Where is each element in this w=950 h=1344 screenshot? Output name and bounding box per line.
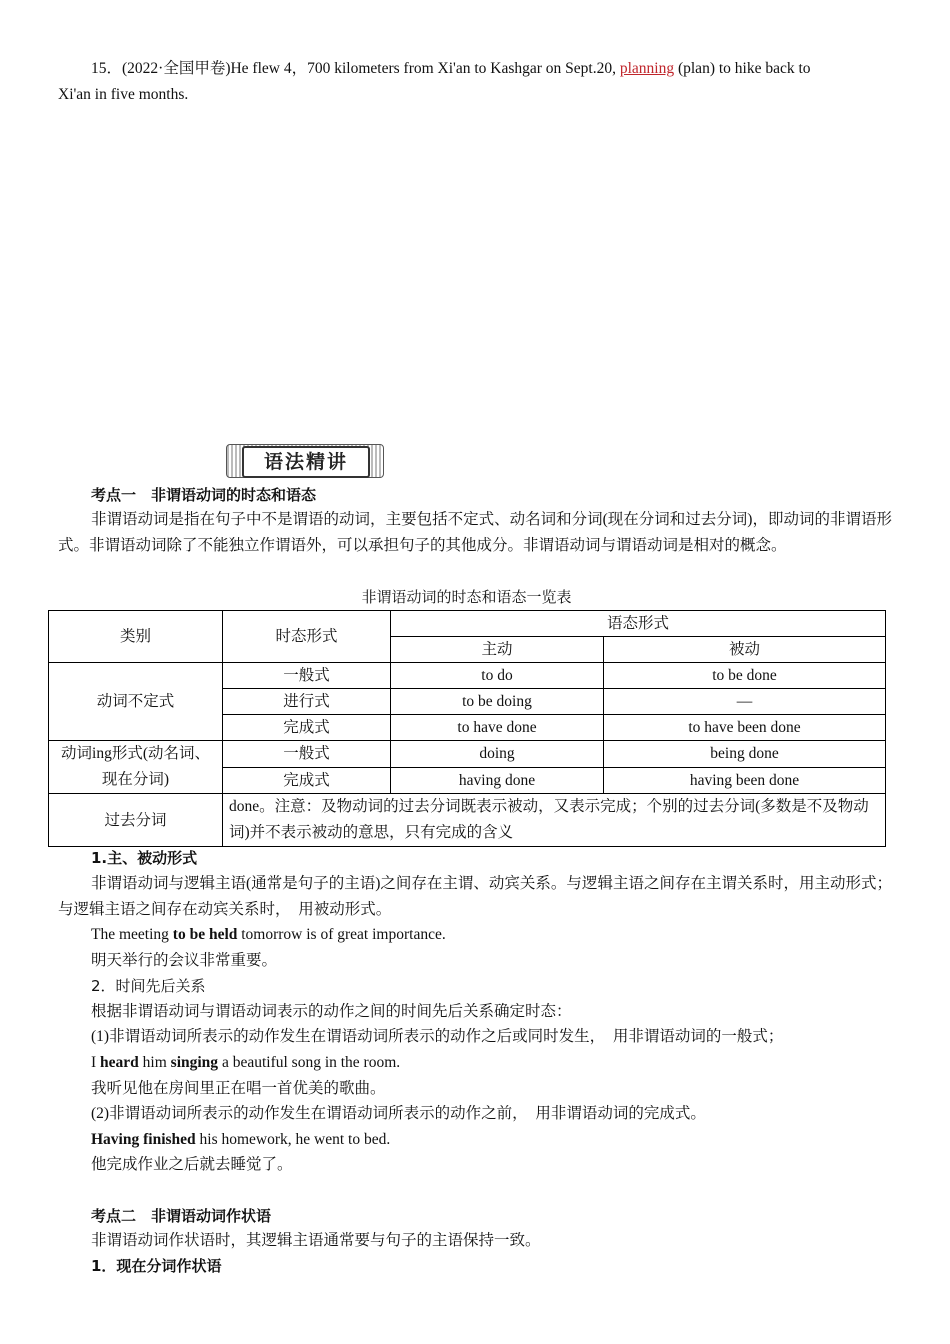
cell-passive: having been done bbox=[604, 767, 886, 794]
section1-heading: 考点一 非谓语动词的时态和语态 bbox=[91, 486, 317, 504]
point2-translation1: 我听见他在房间里正在唱一首优美的歌曲。 bbox=[91, 1080, 386, 1097]
cell-tense: 进行式 bbox=[223, 689, 391, 715]
point2-example2 bbox=[91, 1127, 390, 1153]
cell-passive: being done bbox=[604, 741, 886, 768]
cell-active: to do bbox=[391, 663, 604, 689]
example-bold: Having finished bbox=[91, 1131, 196, 1148]
example-text: tomorrow is of great importance. bbox=[237, 926, 446, 943]
table-row bbox=[49, 794, 886, 847]
cell-passive: — bbox=[604, 689, 886, 715]
cell-tense: 一般式 bbox=[223, 741, 391, 768]
example-bold: to be held bbox=[172, 926, 238, 943]
cell-active: doing bbox=[391, 741, 604, 768]
table-row bbox=[49, 741, 886, 768]
point2-rule1: (1)非谓语动词所表示的动作发生在谓语动词所表示的动作之后或同时发生， 用非谓语动词的一般式； bbox=[91, 1028, 784, 1045]
table-title: 非谓语动词的时态和语态一览表 bbox=[361, 588, 572, 606]
cell-tense: 一般式 bbox=[223, 663, 391, 689]
cell-active: to be doing bbox=[391, 689, 604, 715]
section2-text: 非谓语动词作状语时，其逻辑主语通常要与句子的主语保持一致。 bbox=[91, 1232, 541, 1249]
point2-rule2: (2)非谓语动词所表示的动作发生在谓语动词所表示的动作之前， 用非谓语动词的完成式。 bbox=[91, 1105, 706, 1122]
cell-passive: to be done bbox=[604, 663, 886, 689]
point1-heading: 1.主、被动形式 bbox=[91, 849, 198, 867]
cell-active: to have done bbox=[391, 715, 604, 741]
infinitive-label: 动词不定式 bbox=[49, 663, 223, 741]
exercise-suffix: (plan) to hike back to bbox=[674, 60, 811, 77]
example-text: I bbox=[91, 1054, 101, 1071]
section-banner bbox=[226, 444, 384, 478]
point1-translation: 明天举行的会议非常重要。 bbox=[91, 952, 278, 969]
header-category: 类别 bbox=[49, 611, 223, 663]
point1-text: 非谓语动词与逻辑主语(通常是句子的主语)之间存在主谓、动宾关系。与逻辑主语之间存在主谓关系时，用主动形式；与逻辑主语之间存在动宾关系时， 用被动形式。 bbox=[58, 875, 892, 918]
header-passive: 被动 bbox=[604, 637, 886, 663]
section2-sub: 1．现在分词作状语 bbox=[91, 1257, 222, 1275]
header-tense: 时态形式 bbox=[223, 611, 391, 663]
table-row bbox=[49, 663, 886, 689]
section1-intro: 非谓语动词是指在句子中不是谓语的动词，主要包括不定式、动名词和分词(现在分词和过去分词)，即动词的非谓语形式。非谓语动词除了不能独立作谓语外，可以承担句子的其他成分。非谓语动词与谓语动词是相对的概念。 bbox=[58, 511, 892, 554]
banner-title: 语法精讲 bbox=[242, 446, 370, 478]
point2-intro: 根据非谓语动词与谓语动词表示的动作之间的时间先后关系确定时态： bbox=[91, 1003, 572, 1020]
example-text: The meeting bbox=[91, 926, 173, 943]
exercise-15 bbox=[91, 56, 811, 82]
exercise-answer: planning bbox=[619, 60, 675, 77]
cell-tense: 完成式 bbox=[223, 767, 391, 794]
header-voice: 语态形式 bbox=[391, 611, 886, 637]
point2-example1 bbox=[91, 1050, 400, 1076]
past-participle-label: 过去分词 bbox=[49, 794, 223, 847]
example-bold: singing bbox=[170, 1054, 219, 1071]
example-text: a beautiful song in the room. bbox=[218, 1054, 401, 1071]
example-text: him bbox=[138, 1054, 171, 1071]
example-bold: heard bbox=[100, 1054, 139, 1071]
example-text: his homework, he went to bed. bbox=[195, 1131, 391, 1148]
exercise-line2: Xi'an in five months. bbox=[58, 86, 189, 103]
ing-label: 动词ing形式(动名词、现在分词) bbox=[49, 741, 223, 794]
section2-heading: 考点二 非谓语动词作状语 bbox=[91, 1207, 272, 1225]
cell-active: having done bbox=[391, 767, 604, 794]
point1-example bbox=[91, 922, 446, 948]
header-active: 主动 bbox=[391, 637, 604, 663]
past-participle-note: done。注意：及物动词的过去分词既表示被动，又表示完成；个别的过去分词(多数是不及物动词)并不表示被动的意思，只有完成的含义 bbox=[223, 794, 886, 847]
nonfinite-verb-table bbox=[48, 610, 886, 847]
point2-translation2: 他完成作业之后就去睡觉了。 bbox=[91, 1156, 293, 1173]
point2-heading: 2．时间先后关系 bbox=[91, 977, 206, 995]
exercise-prefix: 15．(2022·全国甲卷)He flew 4，700 kilometers from Xi'an to Kashgar on Sept.20, bbox=[91, 60, 620, 77]
cell-tense: 完成式 bbox=[223, 715, 391, 741]
cell-passive: to have been done bbox=[604, 715, 886, 741]
